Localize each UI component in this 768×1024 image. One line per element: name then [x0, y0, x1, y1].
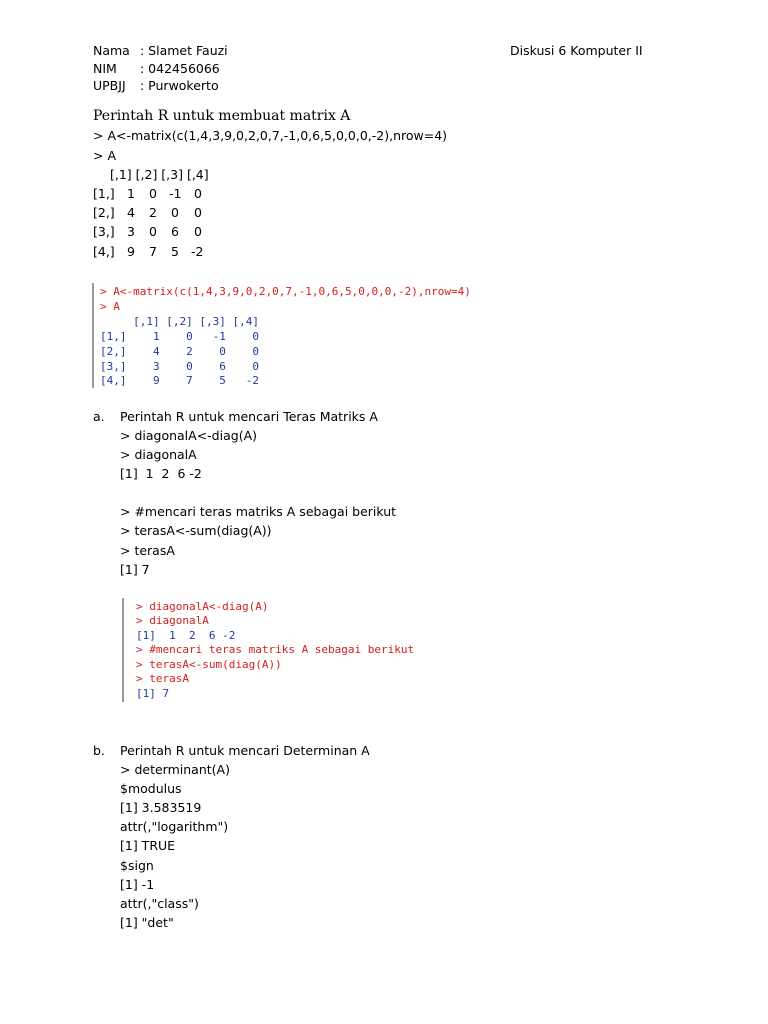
matrix-cell: 5 [171, 244, 179, 259]
matrix-cell: -2 [191, 244, 204, 259]
section-b-line: [1] -1 [120, 877, 155, 892]
console-line: [1] 7 [136, 687, 170, 700]
matrix-row-label: [3,] [93, 224, 115, 239]
matrix-cell: 1 [127, 186, 135, 201]
r-console-screenshot-matrix [92, 283, 542, 388]
console-line: > diagonalA [136, 614, 209, 627]
matrix-cell: 0 [194, 186, 202, 201]
header-value-nim: : 042456066 [140, 61, 220, 76]
console-border [92, 283, 94, 388]
console-border [122, 598, 124, 702]
header-label-nim: NIM [93, 61, 117, 76]
console-line: > A<-matrix(c(1,4,3,9,0,2,0,7,-1,0,6,5,0,0,0,-2),nrow=4) [100, 285, 471, 298]
section-b-line: [1] "det" [120, 915, 174, 930]
matrix-cell: 0 [171, 205, 179, 220]
section-a-line: [1] 7 [120, 562, 150, 577]
matrix-cell: 2 [149, 205, 157, 220]
header-label-nama: Nama [93, 43, 130, 58]
intro-command-matrix: > A<-matrix(c(1,4,3,9,0,2,0,7,-1,0,6,5,0,0,0,-2),nrow=4) [93, 128, 448, 143]
section-a-line: > terasA<-sum(diag(A)) [120, 523, 272, 538]
console-line: > diagonalA<-diag(A) [136, 600, 269, 613]
section-a-line: > #mencari teras matriks A sebagai berikut [120, 504, 397, 519]
matrix-cell: 0 [194, 224, 202, 239]
section-a-title: Perintah R untuk mencari Teras Matriks A [120, 409, 378, 424]
header-value-upbjj: : Purwokerto [140, 78, 219, 93]
console-line: [2,] 4 2 0 0 [100, 345, 259, 358]
matrix-cell: 7 [149, 244, 157, 259]
console-line: > terasA<-sum(diag(A)) [136, 658, 282, 671]
section-a-line: > diagonalA [120, 447, 197, 462]
section-b-line: $modulus [120, 781, 182, 796]
matrix-cell: 3 [127, 224, 135, 239]
console-line: > #mencari teras matriks A sebagai berikut [136, 643, 415, 656]
section-b-line: [1] 3.583519 [120, 800, 202, 815]
matrix-cell: 0 [149, 224, 157, 239]
section-a-line: [1] 1 2 6 -2 [120, 466, 202, 481]
console-line: > A [100, 300, 120, 313]
console-line: [,1] [,2] [,3] [,4] [100, 315, 259, 328]
console-line: [1] 1 2 6 -2 [136, 629, 236, 642]
section-b-line: > determinant(A) [120, 762, 230, 777]
intro-heading: Perintah R untuk membuat matrix A [93, 108, 351, 124]
matrix-row-label: [1,] [93, 186, 115, 201]
header-label-upbjj: UPBJJ [93, 78, 126, 93]
matrix-row-label: [2,] [93, 205, 115, 220]
section-b-title: Perintah R untuk mencari Determinan A [120, 743, 370, 758]
section-a-marker: a. [93, 409, 105, 424]
section-b-line: attr(,"class") [120, 896, 199, 911]
matrix-cell: 6 [171, 224, 179, 239]
matrix-cell: 0 [149, 186, 157, 201]
matrix-cell: 9 [127, 244, 135, 259]
intro-command-print: > A [93, 148, 116, 163]
r-console-screenshot-trace [122, 598, 482, 702]
section-b-line: $sign [120, 858, 154, 873]
matrix-cell: -1 [169, 186, 182, 201]
matrix-row-label: [4,] [93, 244, 115, 259]
section-b-line: [1] TRUE [120, 838, 176, 853]
console-line: [4,] 9 7 5 -2 [100, 374, 259, 387]
header-value-nama: : Slamet Fauzi [140, 43, 228, 58]
section-b-marker: b. [93, 743, 105, 758]
matrix-col-headers: [,1] [,2] [,3] [,4] [110, 167, 209, 182]
section-b-line: attr(,"logarithm") [120, 819, 229, 834]
header-course-title: Diskusi 6 Komputer II [510, 43, 643, 58]
matrix-cell: 0 [194, 205, 202, 220]
section-a-line: > diagonalA<-diag(A) [120, 428, 257, 443]
console-line: [3,] 3 0 6 0 [100, 360, 259, 373]
matrix-cell: 4 [127, 205, 135, 220]
console-line: [1,] 1 0 -1 0 [100, 330, 259, 343]
section-a-line: > terasA [120, 543, 175, 558]
console-line: > terasA [136, 672, 189, 685]
